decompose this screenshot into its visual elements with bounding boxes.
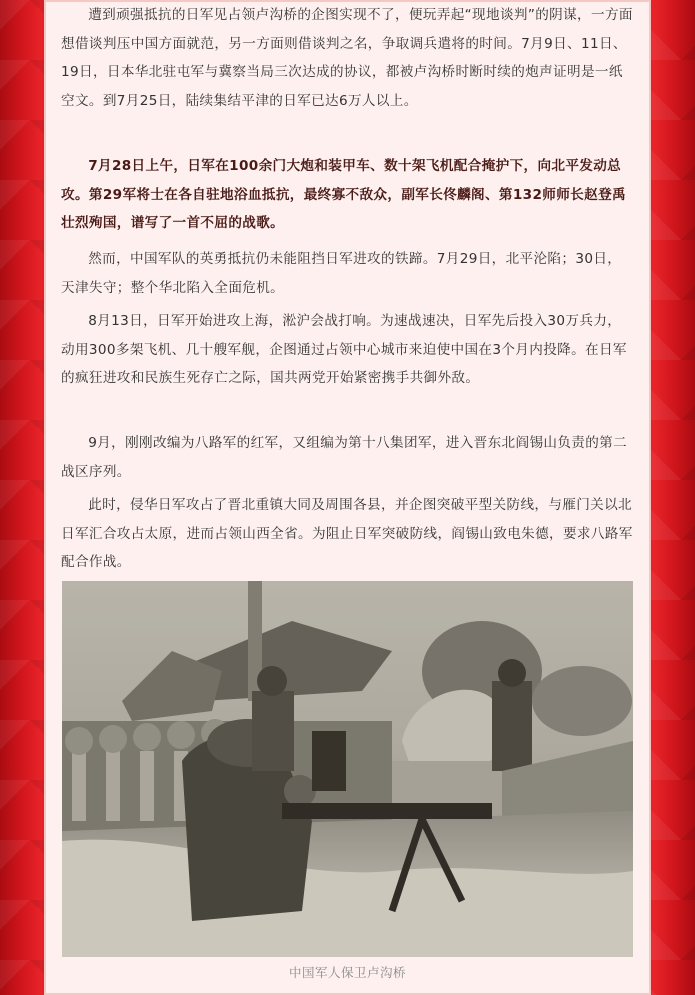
paragraph-eighth-route-army: 9月，刚刚改编为八路军的红军，又组编为第十八集团军，进入晋东北阎锡山负责的第二战区序列。 <box>61 435 628 480</box>
photo-caption: 中国军人保卫卢沟桥 <box>288 965 406 980</box>
historical-photo <box>62 581 633 957</box>
paragraph-pingxingguan: 此时，侵华日军攻占了晋北重镇大同及周围各县，并企图突破平型关防线，与雁门关以北日军汇合攻占太原，进而占领山西全省。为阻止日军突破防线，阎锡山致电朱德，要求八路军配合作战。 <box>61 497 633 571</box>
paragraph-beiping-assault: 7月28日上午，日军在100余门大炮和装甲车、数十架飞机配合掩护下，向北平发动总攻。第29军将士在各自驻地浴血抵抗，最终寡不敌众，副军长佟麟阁、第132师师长赵登禹壮烈殉国，谱写了一首不屈的战歌。 <box>61 158 626 232</box>
paragraph-negotiation-plot: 遭到顽强抵抗的日军见占领卢沟桥的企图实现不了，便玩弄起“现地谈判”的阴谋，一方面想借谈判压中国方面就范，另一方面则借谈判之名，争取调兵遣将的时间。7月9日、11日、19日，日本华北驻屯军与冀察当局三次达成的协议，都被卢沟桥时断时续的炮声证明是一纸空文。到7月25日，陆续集结平津的日军已达6万人以上。 <box>61 7 633 109</box>
article-panel <box>44 0 651 995</box>
left-red-border <box>0 0 44 995</box>
paragraph-shanghai-battle: 8月13日，日军开始进攻上海，淞沪会战打响。为速战速决，日军先后投入30万兵力，动用300多架飞机、几十艘军舰，企图通过占领中心城市来迫使中国在3个月内投降。在日军的疯狂进攻和民族生死存亡之际，国共两党开始紧密携手共御外敌。 <box>61 313 627 387</box>
paragraph-beiping-fall: 然而，中国军队的英勇抵抗仍未能阻挡日军进攻的铁蹄。7月29日，北平沦陷；30日，天津失守；整个华北陷入全面危机。 <box>61 251 622 296</box>
right-red-border <box>651 0 695 995</box>
